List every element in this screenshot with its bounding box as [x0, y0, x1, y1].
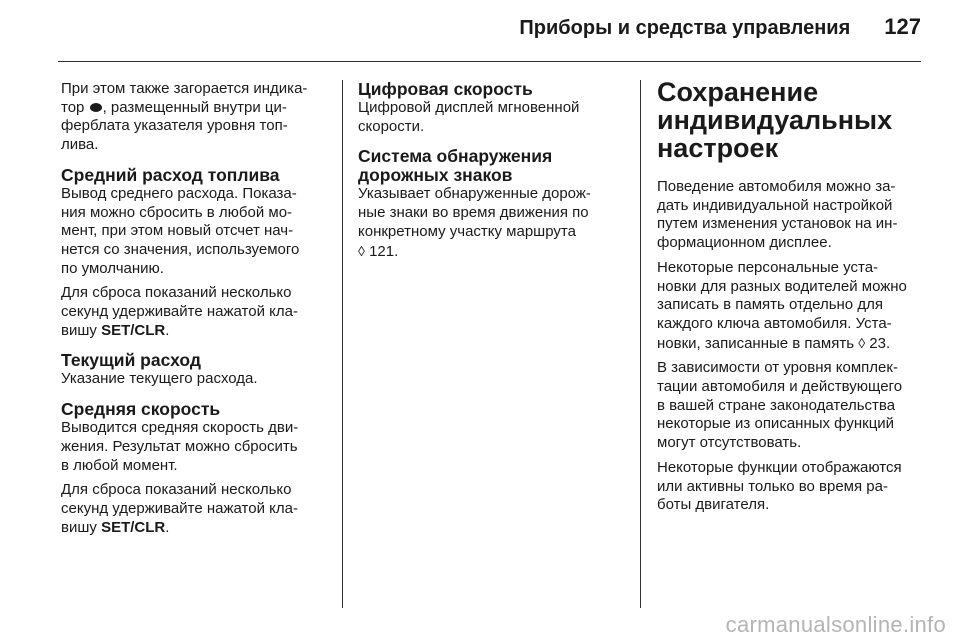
- set-clr-key-label: SET/CLR: [101, 321, 166, 339]
- settings-paragraph-2: Некоторые персональные уста- новки для разных водителей можно записать в память отдельно для каждого ключа автомобиля. Уста- новки, записанные в память ◊ 23.: [657, 258, 907, 352]
- average-consumption-reset-text: Для сброса показаний несколько секунд удерживайте нажатой кла- вишу SET/CLR.: [61, 284, 298, 339]
- settings-paragraph-1: Поведение автомобиля можно за- дать индивидуальной настройкой путем изменения установок на ин- формационном дисплее.: [657, 178, 898, 252]
- settings-paragraph-4: Некоторые функции отображаются или активны только во время ра- боты двигателя.: [657, 458, 902, 514]
- watermark: carmanualsonline.info: [725, 612, 946, 637]
- intro-paragraph: При этом также загорается индика- тор , размещенный внутри ци- ферблата указателя уровня топ- лива.: [61, 80, 308, 154]
- traffic-sign-detection-text: Указывает обнаруженные дорож- ные знаки во время движения по конкретному участку маршрута ◊ 121.: [358, 185, 591, 260]
- column-divider-2: [640, 80, 641, 608]
- settings-paragraph-3: В зависимости от уровня комплек- тации автомобиля и действующего в вашей стране законодательства некоторые из описанных функций могут отсутствовать.: [657, 359, 903, 452]
- section-heading-current-consumption: Текущий расход: [61, 350, 201, 371]
- page-header: [0, 14, 921, 40]
- page-reference-link[interactable]: 23.: [865, 334, 891, 352]
- page-reference-icon[interactable]: ◊: [358, 242, 365, 259]
- set-clr-key-label: SET/CLR: [101, 518, 166, 536]
- section-heading-average-consumption: Средний расход топлива: [61, 164, 280, 185]
- average-speed-reset-text: Для сброса показаний несколько секунд удерживайте нажатой кла- вишу SET/CLR.: [61, 481, 298, 536]
- section-heading-individual-settings: Сохранение индивидуальных настроек: [657, 77, 893, 163]
- indicator-dot-icon: [90, 103, 102, 112]
- section-heading-digital-speed: Цифровая скорость: [358, 79, 533, 99]
- column-1: [61, 80, 329, 543]
- page-reference-icon[interactable]: ◊: [858, 334, 866, 351]
- page-title: Приборы и средства управления: [519, 17, 851, 39]
- page-reference-link[interactable]: 121.: [364, 242, 399, 260]
- current-consumption-text: Указание текущего расхода.: [61, 370, 258, 388]
- column-divider-1: [342, 80, 343, 608]
- header-divider: [58, 61, 921, 62]
- average-consumption-text: Вывод среднего расхода. Показа- ния можно сбросить в любой мо- мент, при этом новый отсчет нач- нется со значения, используемого по умолчанию.: [61, 184, 300, 277]
- section-heading-average-speed: Средняя скорость: [61, 399, 221, 420]
- column-3: [657, 78, 927, 521]
- average-speed-text: Выводится средняя скорость дви- жения. Результат можно сбросить в любой момент.: [61, 419, 299, 474]
- column-2: [358, 80, 626, 267]
- section-heading-traffic-sign-detection: Система обнаружения дорожных знаков: [358, 146, 553, 186]
- page-number: 127: [884, 14, 921, 39]
- digital-speed-text: Цифровой дисплей мгновенной скорости.: [358, 99, 580, 135]
